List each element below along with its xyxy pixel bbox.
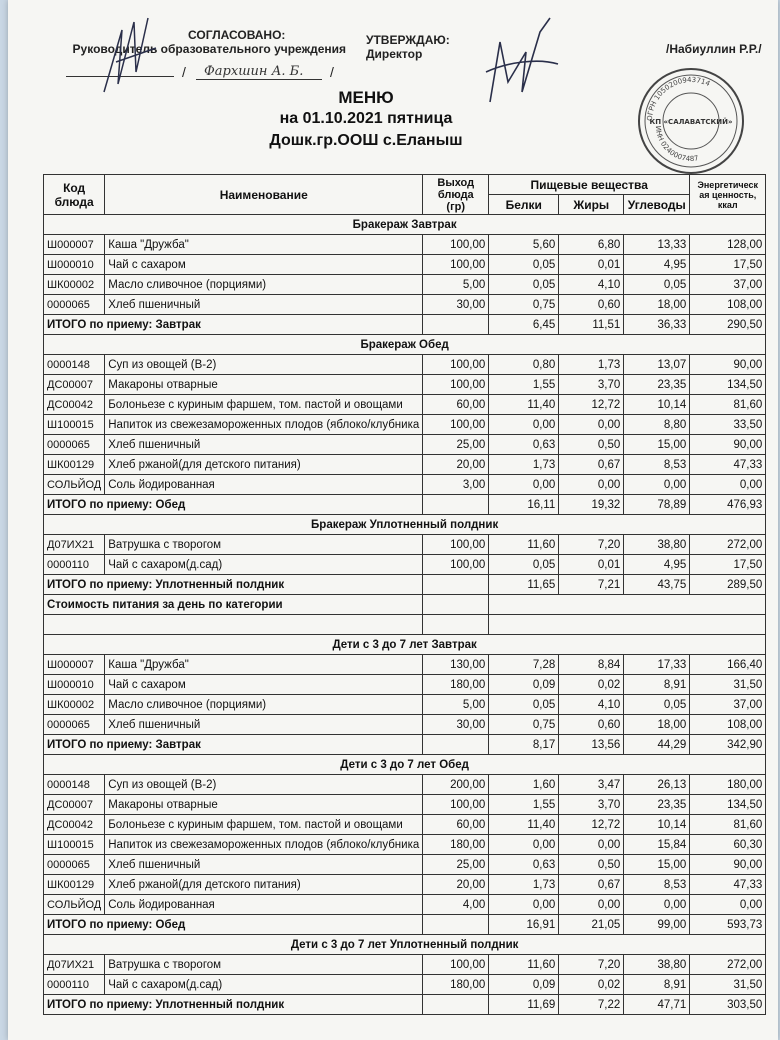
- dish-name: Напиток из свежезамороженных плодов (яблоко/клубника: [105, 415, 423, 435]
- dish-energy: 31,50: [690, 975, 766, 995]
- dish-yield: 4,00: [423, 895, 489, 915]
- dish-protein: 0,09: [489, 675, 559, 695]
- dish-carbs: 8,53: [624, 875, 690, 895]
- dish-row: [44, 895, 766, 915]
- dish-code: ШК00002: [44, 275, 105, 295]
- dish-carbs: 15,00: [624, 435, 690, 455]
- dish-yield: 5,00: [423, 275, 489, 295]
- dish-carbs: 0,00: [624, 895, 690, 915]
- dish-name: Ватрушка с творогом: [105, 955, 423, 975]
- dish-yield: 100,00: [423, 355, 489, 375]
- dish-code: Ш100015: [44, 835, 105, 855]
- col-name-header: Наименование: [105, 175, 423, 215]
- menu-table: [43, 174, 766, 1015]
- dish-row: [44, 535, 766, 555]
- dish-yield: 20,00: [423, 455, 489, 475]
- total-yield-empty: [423, 495, 489, 515]
- total-label: ИТОГО по приему: Завтрак: [44, 315, 423, 335]
- dish-protein: 0,75: [489, 295, 559, 315]
- dish-name: Соль йодированная: [105, 895, 423, 915]
- dish-row: [44, 435, 766, 455]
- total-carbs: 47,71: [624, 995, 690, 1015]
- dish-protein: 0,00: [489, 475, 559, 495]
- section-title: Бракераж Обед: [44, 335, 766, 355]
- section-title: Дети с 3 до 7 лет Уплотненный полдник: [44, 935, 766, 955]
- dish-carbs: 8,91: [624, 975, 690, 995]
- dish-protein: 0,05: [489, 275, 559, 295]
- total-carbs: 36,33: [624, 315, 690, 335]
- dish-yield: 60,00: [423, 815, 489, 835]
- dish-row: [44, 795, 766, 815]
- dish-fat: 7,20: [559, 955, 624, 975]
- dish-code: 0000148: [44, 775, 105, 795]
- total-carbs: 99,00: [624, 915, 690, 935]
- total-yield-empty: [423, 915, 489, 935]
- dish-carbs: 0,00: [624, 475, 690, 495]
- col-yield-header: Выход блюда (гр): [423, 175, 489, 215]
- section-header-row: [44, 215, 766, 235]
- dish-fat: 8,84: [559, 655, 624, 675]
- dish-protein: 7,28: [489, 655, 559, 675]
- cost-empty: [489, 595, 766, 615]
- dish-protein: 1,60: [489, 775, 559, 795]
- total-fat: 7,21: [559, 575, 624, 595]
- dish-energy: 60,30: [690, 835, 766, 855]
- dish-fat: 3,70: [559, 795, 624, 815]
- dish-protein: 0,05: [489, 255, 559, 275]
- dish-row: [44, 395, 766, 415]
- dish-fat: 0,02: [559, 975, 624, 995]
- dish-carbs: 17,33: [624, 655, 690, 675]
- approved-role: Руководитель образовательного учреждения: [72, 42, 346, 56]
- dish-code: Д07ИХ21: [44, 955, 105, 975]
- dish-carbs: 10,14: [624, 815, 690, 835]
- cost-row: [44, 595, 766, 615]
- dish-code: ДС00007: [44, 795, 105, 815]
- dish-fat: 0,01: [559, 555, 624, 575]
- section-title: Дети с 3 до 7 лет Завтрак: [44, 635, 766, 655]
- dish-row: [44, 875, 766, 895]
- dish-energy: 272,00: [690, 535, 766, 555]
- menu-table-body: [44, 215, 766, 1015]
- dish-carbs: 4,95: [624, 255, 690, 275]
- dish-yield: 200,00: [423, 775, 489, 795]
- total-protein: 8,17: [489, 735, 559, 755]
- col-fat-header: Жиры: [559, 195, 624, 215]
- bracket-right: /: [330, 64, 334, 80]
- section-header-row: [44, 635, 766, 655]
- dish-name: Ватрушка с творогом: [105, 535, 423, 555]
- dish-code: ШК00129: [44, 455, 105, 475]
- dish-row: [44, 775, 766, 795]
- total-label: ИТОГО по приему: Завтрак: [44, 735, 423, 755]
- dish-energy: 33,50: [690, 415, 766, 435]
- dish-yield: 5,00: [423, 695, 489, 715]
- dish-fat: 0,50: [559, 435, 624, 455]
- dish-energy: 37,00: [690, 275, 766, 295]
- dish-name: Масло сливочное (порциями): [105, 275, 423, 295]
- cost-empty: [423, 595, 489, 615]
- dish-name: Болоньезе с куриным фаршем, том. пастой и овощами: [105, 395, 423, 415]
- dish-energy: 128,00: [690, 235, 766, 255]
- dish-code: Ш000010: [44, 675, 105, 695]
- dish-protein: 1,73: [489, 875, 559, 895]
- total-label: ИТОГО по приему: Обед: [44, 915, 423, 935]
- director-name: /Набиуллин Р.Р./: [666, 42, 762, 56]
- dish-fat: 0,01: [559, 255, 624, 275]
- col-carbs-header: Углеводы: [624, 195, 690, 215]
- dish-yield: 30,00: [423, 295, 489, 315]
- dish-carbs: 38,80: [624, 955, 690, 975]
- document-page: [8, 0, 778, 1040]
- dish-yield: 100,00: [423, 555, 489, 575]
- section-title: Бракераж Уплотненный полдник: [44, 515, 766, 535]
- dish-row: [44, 255, 766, 275]
- dish-yield: 100,00: [423, 535, 489, 555]
- svg-text:КП «САЛАВАТСКИЙ»: КП «САЛАВАТСКИЙ»: [649, 118, 733, 126]
- dish-code: Ш100015: [44, 415, 105, 435]
- document-title: МЕНЮ: [338, 88, 394, 107]
- total-label: ИТОГО по приему: Уплотненный полдник: [44, 575, 423, 595]
- dish-row: [44, 975, 766, 995]
- dish-energy: 134,50: [690, 375, 766, 395]
- dish-fat: 0,60: [559, 715, 624, 735]
- dish-energy: 166,40: [690, 655, 766, 675]
- dish-carbs: 8,91: [624, 675, 690, 695]
- dish-name: Хлеб ржаной(для детского питания): [105, 875, 423, 895]
- dish-protein: 0,63: [489, 435, 559, 455]
- total-energy: 303,50: [690, 995, 766, 1015]
- total-row: [44, 575, 766, 595]
- dish-name: Макароны отварные: [105, 375, 423, 395]
- dish-name: Чай с сахаром: [105, 675, 423, 695]
- dish-fat: 0,00: [559, 415, 624, 435]
- dish-row: [44, 655, 766, 675]
- dish-carbs: 15,00: [624, 855, 690, 875]
- total-label: ИТОГО по приему: Уплотненный полдник: [44, 995, 423, 1015]
- dish-carbs: 10,14: [624, 395, 690, 415]
- dish-carbs: 18,00: [624, 295, 690, 315]
- dish-protein: 11,40: [489, 815, 559, 835]
- blank-cell: [423, 615, 489, 635]
- dish-name: Суп из овощей (В-2): [105, 355, 423, 375]
- total-energy: 593,73: [690, 915, 766, 935]
- dish-fat: 0,00: [559, 835, 624, 855]
- dish-row: [44, 355, 766, 375]
- confirm-block: [366, 33, 450, 61]
- dish-fat: 3,47: [559, 775, 624, 795]
- total-yield-empty: [423, 735, 489, 755]
- dish-fat: 12,72: [559, 395, 624, 415]
- section-title: Дети с 3 до 7 лет Обед: [44, 755, 766, 775]
- dish-energy: 90,00: [690, 855, 766, 875]
- dish-row: [44, 455, 766, 475]
- dish-code: Д07ИХ21: [44, 535, 105, 555]
- dish-code: ДС00042: [44, 395, 105, 415]
- total-row: [44, 495, 766, 515]
- dish-code: Ш000007: [44, 235, 105, 255]
- total-row: [44, 735, 766, 755]
- dish-protein: 11,60: [489, 535, 559, 555]
- dish-fat: 3,70: [559, 375, 624, 395]
- dish-yield: 100,00: [423, 255, 489, 275]
- dish-yield: 20,00: [423, 875, 489, 895]
- dish-fat: 0,00: [559, 895, 624, 915]
- dish-row: [44, 675, 766, 695]
- dish-code: 0000110: [44, 975, 105, 995]
- dish-name: Хлеб пшеничный: [105, 715, 423, 735]
- dish-carbs: 15,84: [624, 835, 690, 855]
- total-yield-empty: [423, 575, 489, 595]
- dish-protein: 1,55: [489, 795, 559, 815]
- dish-carbs: 13,33: [624, 235, 690, 255]
- confirm-title: УТВЕРЖДАЮ:: [366, 33, 450, 47]
- dish-energy: 180,00: [690, 775, 766, 795]
- col-energy-header: Энергетическ ая ценность, ккал: [690, 175, 766, 215]
- total-row: [44, 995, 766, 1015]
- dish-code: Ш000010: [44, 255, 105, 275]
- dish-name: Соль йодированная: [105, 475, 423, 495]
- dish-yield: 100,00: [423, 795, 489, 815]
- section-title: Бракераж Завтрак: [44, 215, 766, 235]
- dish-name: Чай с сахаром(д.сад): [105, 555, 423, 575]
- approved-title: СОГЛАСОВАНО:: [188, 28, 286, 42]
- dish-row: [44, 375, 766, 395]
- section-header-row: [44, 935, 766, 955]
- total-protein: 16,91: [489, 915, 559, 935]
- dish-code: СОЛЬЙОД: [44, 475, 105, 495]
- dish-fat: 4,10: [559, 695, 624, 715]
- dish-yield: 60,00: [423, 395, 489, 415]
- dish-carbs: 38,80: [624, 535, 690, 555]
- dish-name: Каша "Дружба": [105, 235, 423, 255]
- col-nutrients-header: Пищевые вещества: [489, 175, 690, 195]
- total-row: [44, 915, 766, 935]
- dish-yield: 25,00: [423, 435, 489, 455]
- total-carbs: 43,75: [624, 575, 690, 595]
- dish-protein: 0,05: [489, 695, 559, 715]
- date-line: на 01.10.2021 пятница: [279, 110, 453, 127]
- dish-name: Макароны отварные: [105, 795, 423, 815]
- dish-energy: 108,00: [690, 295, 766, 315]
- total-yield-empty: [423, 995, 489, 1015]
- blank-row: [44, 615, 766, 635]
- dish-protein: 1,73: [489, 455, 559, 475]
- svg-text:ОГРН 1050200943714: ОГРН 1050200943714: [645, 75, 712, 122]
- dish-fat: 1,73: [559, 355, 624, 375]
- dish-protein: 0,80: [489, 355, 559, 375]
- dish-code: 0000065: [44, 855, 105, 875]
- confirm-role: Директор: [366, 47, 423, 61]
- dish-carbs: 0,05: [624, 275, 690, 295]
- total-carbs: 44,29: [624, 735, 690, 755]
- dish-yield: 100,00: [423, 235, 489, 255]
- dish-yield: 130,00: [423, 655, 489, 675]
- dish-name: Чай с сахаром(д.сад): [105, 975, 423, 995]
- dish-name: Каша "Дружба": [105, 655, 423, 675]
- dish-row: [44, 835, 766, 855]
- blank-cell: [489, 615, 766, 635]
- dish-row: [44, 235, 766, 255]
- dish-name: Хлеб ржаной(для детского питания): [105, 455, 423, 475]
- dish-name: Болоньезе с куриным фаршем, том. пастой и овощами: [105, 815, 423, 835]
- dish-energy: 134,50: [690, 795, 766, 815]
- dish-carbs: 23,35: [624, 795, 690, 815]
- total-energy: 290,50: [690, 315, 766, 335]
- dish-yield: 100,00: [423, 375, 489, 395]
- dish-code: 0000065: [44, 435, 105, 455]
- dish-fat: 0,67: [559, 455, 624, 475]
- dish-protein: 0,00: [489, 895, 559, 915]
- total-fat: 11,51: [559, 315, 624, 335]
- dish-energy: 0,00: [690, 895, 766, 915]
- dish-row: [44, 815, 766, 835]
- dish-fat: 0,00: [559, 475, 624, 495]
- dish-carbs: 4,95: [624, 555, 690, 575]
- dish-carbs: 26,13: [624, 775, 690, 795]
- dish-row: [44, 555, 766, 575]
- section-header-row: [44, 335, 766, 355]
- total-energy: 476,93: [690, 495, 766, 515]
- dish-fat: 12,72: [559, 815, 624, 835]
- dish-code: 0000065: [44, 715, 105, 735]
- dish-protein: 0,75: [489, 715, 559, 735]
- dish-yield: 180,00: [423, 835, 489, 855]
- dish-fat: 0,02: [559, 675, 624, 695]
- dish-row: [44, 695, 766, 715]
- total-protein: 11,65: [489, 575, 559, 595]
- dish-energy: 90,00: [690, 435, 766, 455]
- place-line: Дошк.гр.ООШ с.Еланыш: [269, 132, 463, 149]
- total-carbs: 78,89: [624, 495, 690, 515]
- dish-protein: 0,00: [489, 835, 559, 855]
- dish-protein: 11,60: [489, 955, 559, 975]
- dish-energy: 0,00: [690, 475, 766, 495]
- dish-carbs: 23,35: [624, 375, 690, 395]
- total-row: [44, 315, 766, 335]
- dish-energy: 47,33: [690, 455, 766, 475]
- dish-name: Суп из овощей (В-2): [105, 775, 423, 795]
- dish-yield: 100,00: [423, 415, 489, 435]
- dish-energy: 90,00: [690, 355, 766, 375]
- dish-code: 0000148: [44, 355, 105, 375]
- dish-code: ШК00129: [44, 875, 105, 895]
- dish-name: Хлеб пшеничный: [105, 855, 423, 875]
- col-code-header: Код блюда: [44, 175, 105, 215]
- dish-row: [44, 715, 766, 735]
- dish-carbs: 8,80: [624, 415, 690, 435]
- dish-energy: 17,50: [690, 555, 766, 575]
- dish-row: [44, 475, 766, 495]
- cost-label: Стоимость питания за день по категории: [44, 595, 423, 615]
- section-header-row: [44, 515, 766, 535]
- dish-name: Чай с сахаром: [105, 255, 423, 275]
- svg-text:ИНН 0240007487: ИНН 0240007487: [653, 125, 700, 164]
- dish-code: 0000065: [44, 295, 105, 315]
- dish-energy: 272,00: [690, 955, 766, 975]
- dish-carbs: 0,05: [624, 695, 690, 715]
- dish-energy: 81,60: [690, 395, 766, 415]
- dish-fat: 7,20: [559, 535, 624, 555]
- total-label: ИТОГО по приему: Обед: [44, 495, 423, 515]
- dish-protein: 0,09: [489, 975, 559, 995]
- dish-name: Хлеб пшеничный: [105, 435, 423, 455]
- section-header-row: [44, 755, 766, 775]
- total-fat: 7,22: [559, 995, 624, 1015]
- dish-carbs: 13,07: [624, 355, 690, 375]
- dish-fat: 0,60: [559, 295, 624, 315]
- dish-protein: 0,00: [489, 415, 559, 435]
- dish-energy: 17,50: [690, 255, 766, 275]
- dish-code: Ш000007: [44, 655, 105, 675]
- dish-energy: 31,50: [690, 675, 766, 695]
- dish-row: [44, 855, 766, 875]
- dish-yield: 100,00: [423, 955, 489, 975]
- dish-row: [44, 415, 766, 435]
- dish-fat: 6,80: [559, 235, 624, 255]
- dish-code: ДС00042: [44, 815, 105, 835]
- dish-code: 0000110: [44, 555, 105, 575]
- dish-name: Напиток из свежезамороженных плодов (яблоко/клубника: [105, 835, 423, 855]
- total-protein: 11,69: [489, 995, 559, 1015]
- total-protein: 16,11: [489, 495, 559, 515]
- dish-yield: 3,00: [423, 475, 489, 495]
- dish-row: [44, 295, 766, 315]
- dish-fat: 0,67: [559, 875, 624, 895]
- dish-name: Хлеб пшеничный: [105, 295, 423, 315]
- approved-signature-name: Фархшин А. Б.: [196, 64, 322, 80]
- dish-yield: 180,00: [423, 975, 489, 995]
- dish-carbs: 18,00: [624, 715, 690, 735]
- dish-name: Масло сливочное (порциями): [105, 695, 423, 715]
- total-fat: 21,05: [559, 915, 624, 935]
- dish-row: [44, 955, 766, 975]
- dish-protein: 5,60: [489, 235, 559, 255]
- total-protein: 6,45: [489, 315, 559, 335]
- dish-yield: 180,00: [423, 675, 489, 695]
- dish-energy: 47,33: [690, 875, 766, 895]
- total-energy: 342,90: [690, 735, 766, 755]
- dish-energy: 108,00: [690, 715, 766, 735]
- dish-code: СОЛЬЙОД: [44, 895, 105, 915]
- dish-protein: 0,05: [489, 555, 559, 575]
- dish-energy: 81,60: [690, 815, 766, 835]
- blank-cell: [44, 615, 423, 635]
- dish-protein: 0,63: [489, 855, 559, 875]
- total-fat: 13,56: [559, 735, 624, 755]
- dish-carbs: 8,53: [624, 455, 690, 475]
- dish-protein: 1,55: [489, 375, 559, 395]
- dish-row: [44, 275, 766, 295]
- dish-yield: 30,00: [423, 715, 489, 735]
- dish-energy: 37,00: [690, 695, 766, 715]
- total-fat: 19,32: [559, 495, 624, 515]
- dish-yield: 25,00: [423, 855, 489, 875]
- dish-code: ДС00007: [44, 375, 105, 395]
- dish-fat: 4,10: [559, 275, 624, 295]
- dish-protein: 11,40: [489, 395, 559, 415]
- total-yield-empty: [423, 315, 489, 335]
- bracket-left: /: [182, 64, 186, 80]
- dish-code: ШК00002: [44, 695, 105, 715]
- total-energy: 289,50: [690, 575, 766, 595]
- dish-fat: 0,50: [559, 855, 624, 875]
- col-protein-header: Белки: [489, 195, 559, 215]
